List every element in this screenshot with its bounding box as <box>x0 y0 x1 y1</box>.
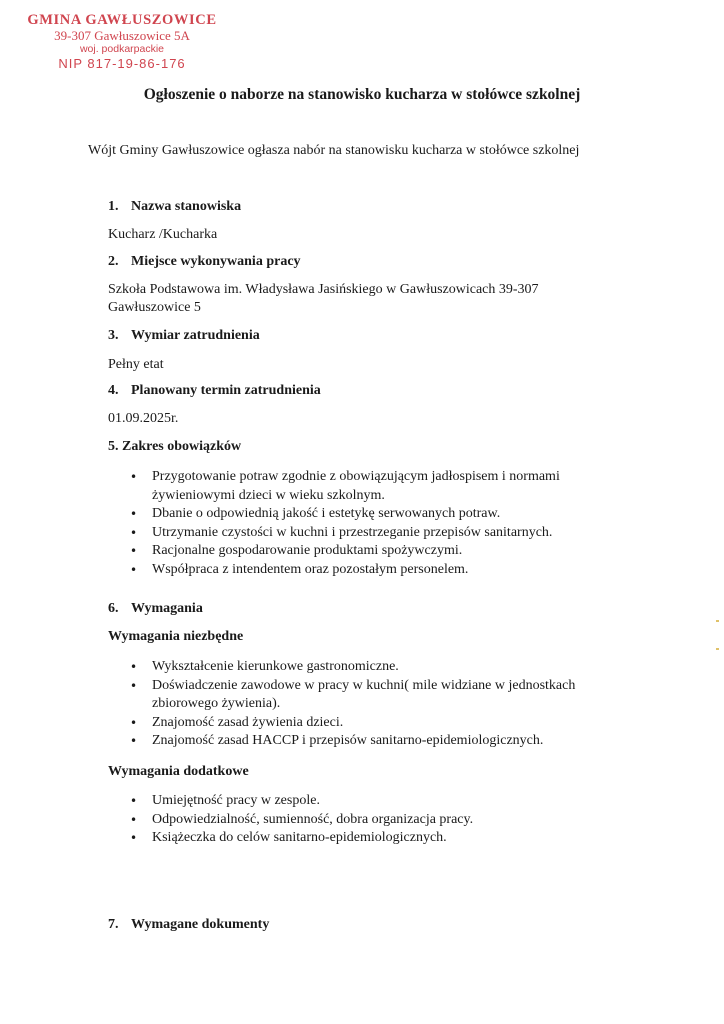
stamp-address: 39-307 Gawłuszowice 5A <box>54 28 190 43</box>
section-number: 2. <box>108 254 119 269</box>
list-item: • Utrzymanie czystości w kuchni i przestrzeganie przepisów sanitarnych. <box>130 524 610 543</box>
section-title: Wymagania <box>131 601 203 616</box>
document-title: Ogłoszenie o naborze na stanowisko kucharza w stołówce szkolnej <box>143 86 581 103</box>
margin-mark <box>716 620 719 622</box>
list-item: • Odpowiedzialność, sumienność, dobra organizacja pracy. <box>130 811 610 830</box>
section-7-heading <box>108 917 269 933</box>
section-3-heading <box>108 328 260 344</box>
section-4-heading <box>108 383 321 399</box>
list-item: • Znajomość zasad HACCP i przepisów sanitarno-epidemiologicznych. <box>130 732 610 751</box>
section-title: Wymiar zatrudnienia <box>131 328 260 343</box>
intro-paragraph: Wójt Gminy Gawłuszowice ogłasza nabór na stanowisku kucharza w stołówce szkolnej <box>88 143 580 158</box>
section-number: 1. <box>108 199 119 214</box>
list-item: • Dbanie o odpowiednią jakość i estetykę serwowanych potraw. <box>130 505 610 524</box>
section-4-value: 01.09.2025r. <box>108 411 179 426</box>
section-number: 3. <box>108 328 119 343</box>
section-title: Zakres obowiązków <box>122 439 242 454</box>
list-item: • Umiejętność pracy w zespole. <box>130 792 610 811</box>
required-heading: Wymagania niezbędne <box>108 629 244 644</box>
section-title: Wymagane dokumenty <box>131 917 270 932</box>
list-item: • Racjonalne gospodarowanie produktami spożywczymi. <box>130 542 610 561</box>
required-list <box>130 658 610 751</box>
section-number: 4. <box>108 383 119 398</box>
office-stamp <box>22 12 222 71</box>
list-item: • Znajomość zasad żywienia dzieci. <box>130 714 610 733</box>
section-5-heading <box>108 439 241 455</box>
section-number: 7. <box>108 917 119 932</box>
section-title: Miejsce wykonywania pracy <box>131 254 301 269</box>
margin-mark <box>716 648 719 650</box>
section-2-heading <box>108 254 301 270</box>
additional-list <box>130 792 610 848</box>
section-2-value: Szkoła Podstawowa im. Władysława Jasińskiego w Gawłuszowicach 39-307 Gawłuszowice 5 <box>108 282 539 315</box>
list-item: • Doświadczenie zawodowe w pracy w kuchni( mile widziane w jednostkach zbiorowego żywienia). <box>130 677 610 714</box>
section-1-heading <box>108 199 241 215</box>
section-title: Nazwa stanowiska <box>131 199 242 214</box>
list-item: • Przygotowanie potraw zgodnie z obowiązującym jadłospisem i normami żywieniowymi dzieci w wieku szkolnym. <box>130 468 610 505</box>
stamp-region: woj. podkarpackie <box>79 43 165 55</box>
list-item: • Książeczka do celów sanitarno-epidemiologicznych. <box>130 829 610 848</box>
stamp-name: GMINA GAWŁUSZOWICE <box>27 12 217 28</box>
section-1-value: Kucharz /Kucharka <box>108 227 218 242</box>
section-number: 5. <box>108 439 119 454</box>
section-6-heading <box>108 601 203 617</box>
stamp-nip: NIP 817-19-86-176 <box>58 56 186 71</box>
section-number: 6. <box>108 601 119 616</box>
list-item: • Współpraca z intendentem oraz pozostałym personelem. <box>130 561 610 580</box>
section-3-value: Pełny etat <box>108 357 164 372</box>
list-item: • Wykształcenie kierunkowe gastronomiczne. <box>130 658 610 677</box>
section-title: Planowany termin zatrudnienia <box>131 383 321 398</box>
duties-list <box>130 468 610 579</box>
additional-heading: Wymagania dodatkowe <box>108 764 249 779</box>
